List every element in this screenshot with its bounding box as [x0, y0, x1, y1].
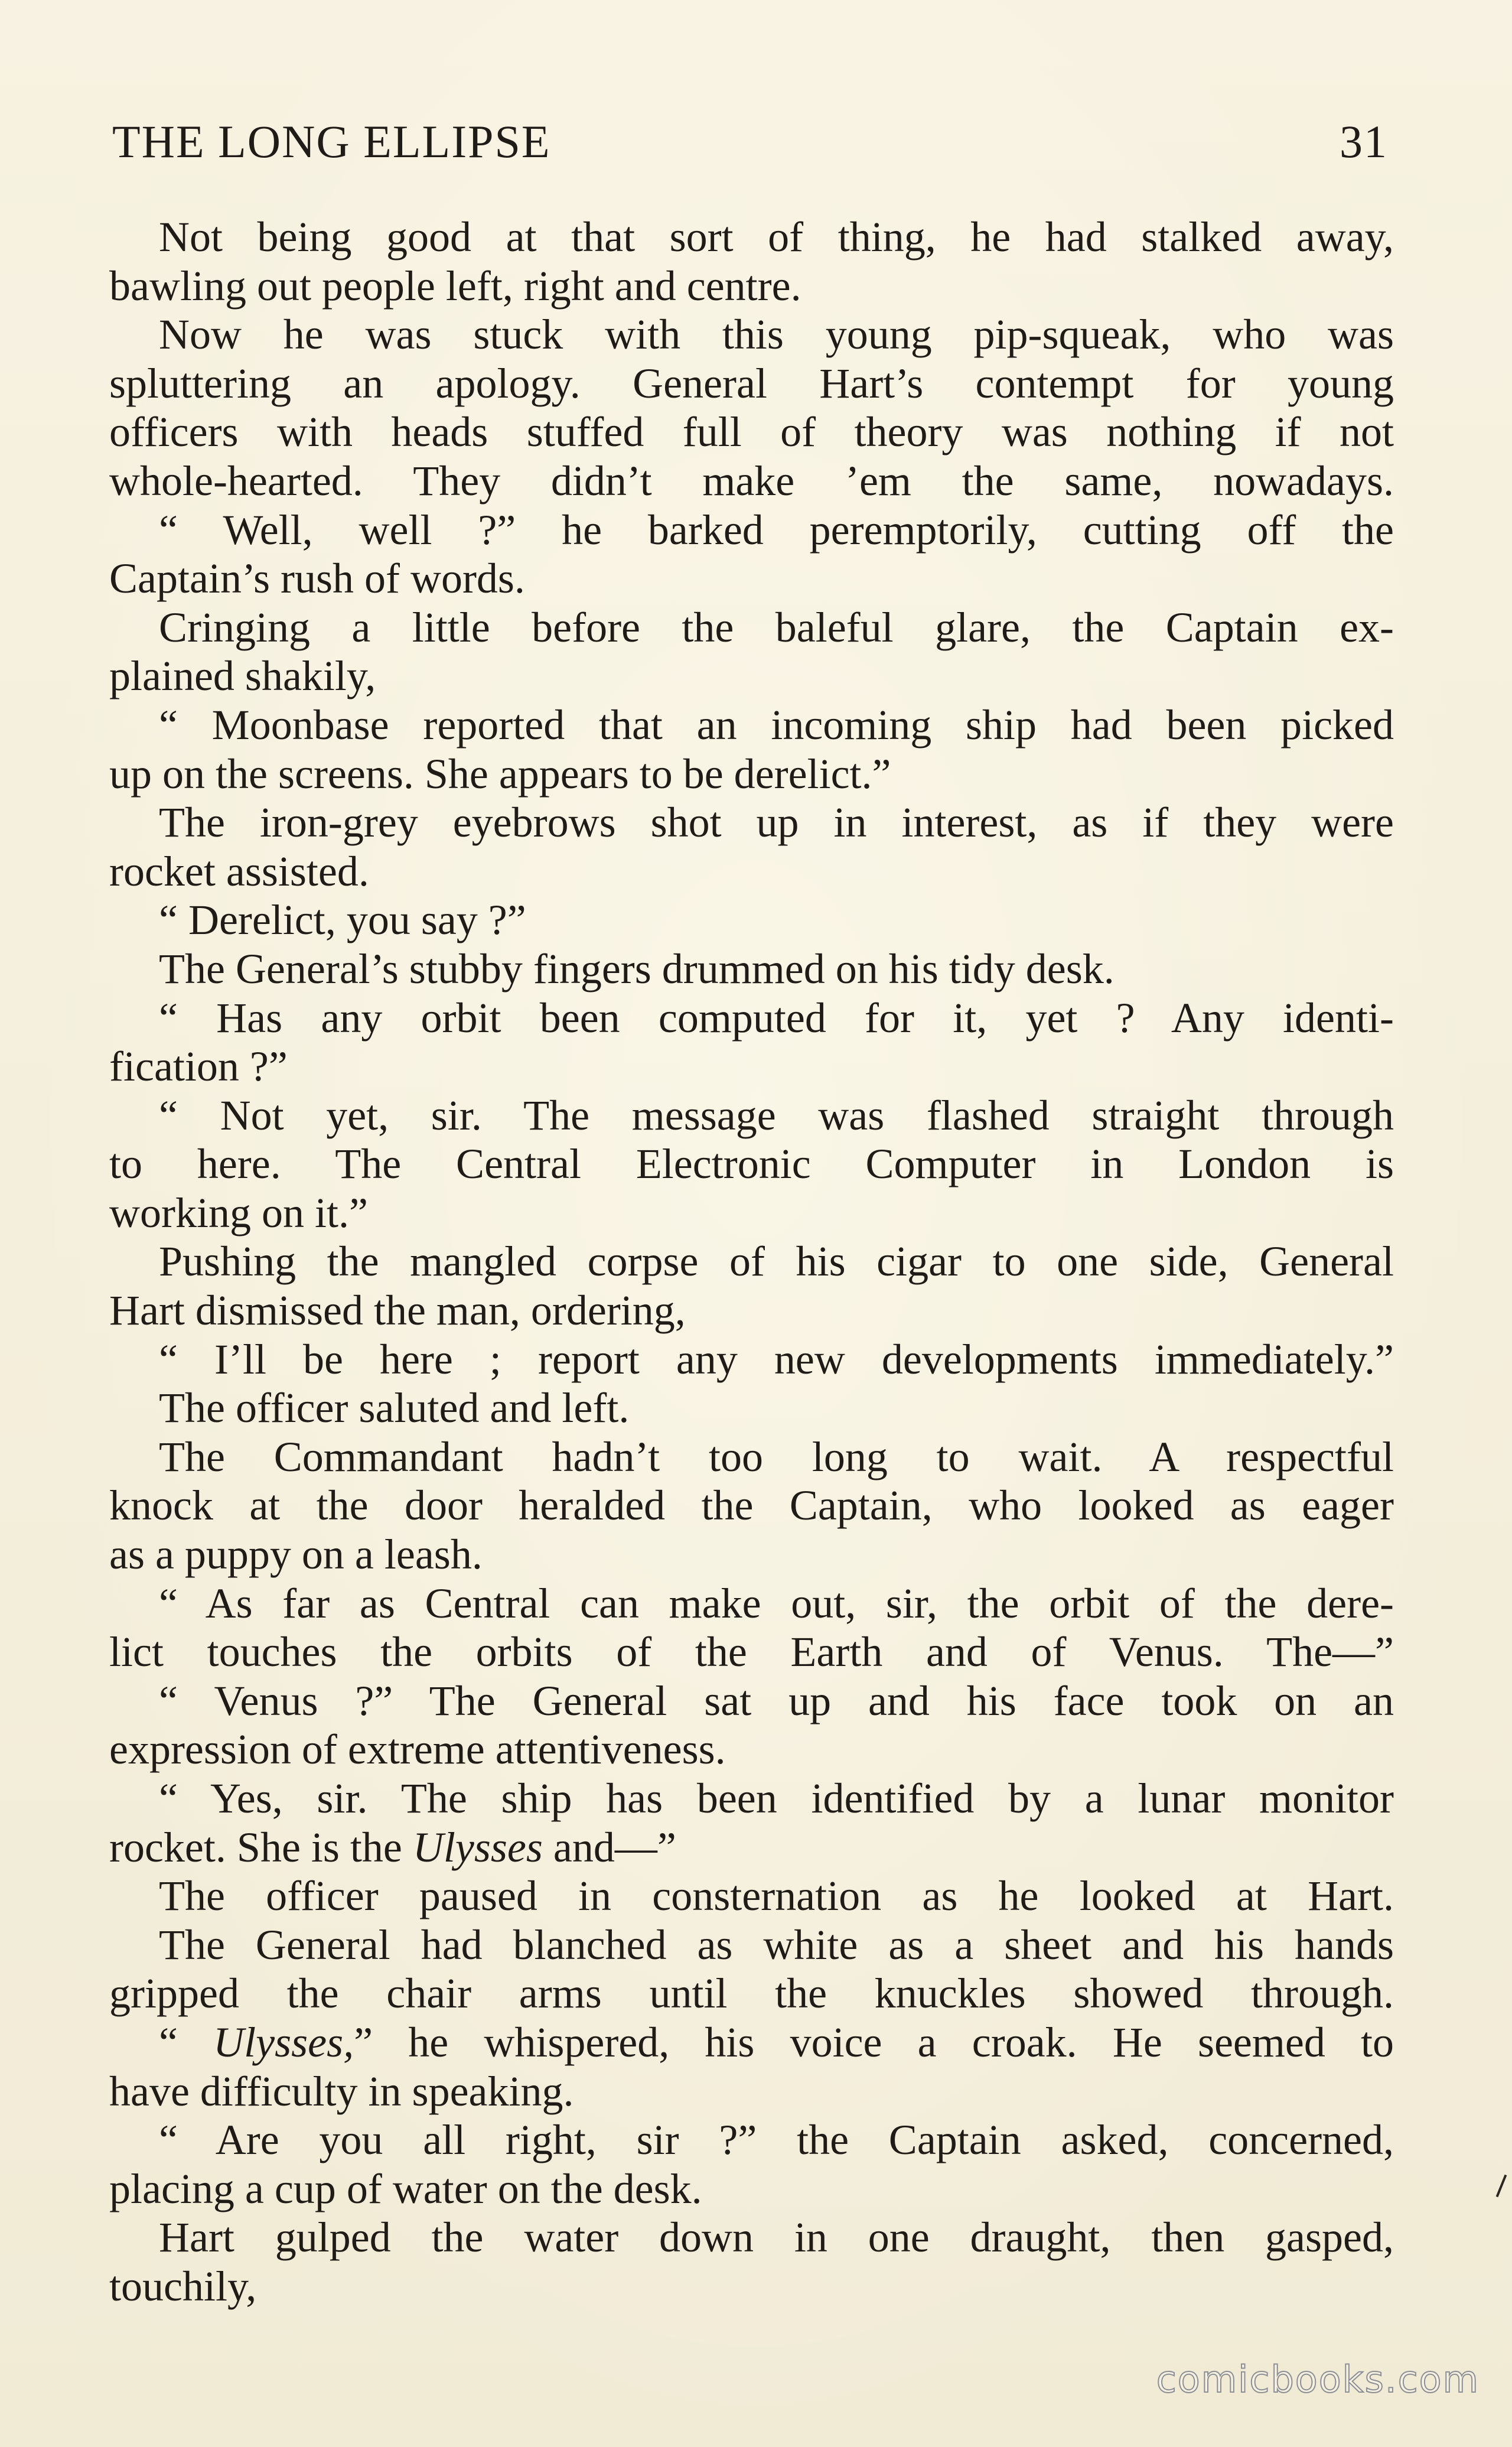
text-line	[109, 701, 1394, 750]
text-line	[109, 310, 1394, 359]
text-line	[109, 1677, 1394, 1726]
text-line	[109, 506, 1394, 555]
text-line	[109, 2116, 1394, 2165]
text-run: “ As far as Central can make out, sir, the orbit of the dere-	[159, 1579, 1394, 1627]
text-line	[109, 1286, 1394, 1335]
text-run: have difficulty in speaking.	[109, 2067, 574, 2115]
text-line	[109, 1530, 1394, 1579]
text-line	[109, 2165, 1394, 2214]
text-run: fication ?”	[109, 1043, 288, 1091]
text-run: “ Not yet, sir. The message was flashed straight through	[159, 1091, 1394, 1139]
text-run: Captain’s rush of words.	[109, 555, 525, 603]
text-line	[109, 1237, 1394, 1286]
italic-run: Ulysses,	[213, 2018, 354, 2066]
text-run: expression of extreme attentiveness.	[109, 1726, 726, 1774]
text-run: placing a cup of water on the desk.	[109, 2165, 702, 2212]
text-run: to here. The Central Electronic Computer in London is	[109, 1140, 1394, 1188]
text-line	[109, 1872, 1394, 1921]
text-line	[109, 847, 1394, 896]
text-run: spluttering an apology. General Hart’s contempt for young	[109, 359, 1394, 407]
text-line	[109, 1774, 1394, 1823]
text-line	[109, 1628, 1394, 1677]
text-run: The officer paused in consternation as he looked at Hart.	[159, 1872, 1394, 1920]
text-run: “ Derelict, you say ?”	[159, 896, 526, 944]
body-text	[109, 213, 1394, 2311]
text-line	[109, 1481, 1394, 1530]
text-line	[109, 896, 1394, 945]
text-run: plained shakily,	[109, 652, 376, 700]
text-line	[109, 359, 1394, 408]
text-run: rocket assisted.	[109, 847, 369, 895]
running-head-title: THE LONG ELLIPSE	[112, 116, 551, 167]
text-line	[109, 1384, 1394, 1433]
text-line	[109, 603, 1394, 652]
text-line	[109, 750, 1394, 799]
text-line	[109, 2067, 1394, 2116]
text-run: up on the screens. She appears to be derelict.”	[109, 750, 891, 798]
text-run: “ I’ll be here ; report any new developments immediately.”	[159, 1335, 1394, 1383]
text-line	[109, 2262, 1394, 2311]
text-run: The General’s stubby fingers drummed on his tidy desk.	[159, 945, 1115, 993]
text-run: working on it.”	[109, 1189, 368, 1236]
text-run: bawling out people left, right and centre.	[109, 262, 801, 310]
text-line	[109, 2213, 1394, 2262]
watermark: comicbooks.com	[1156, 2358, 1480, 2401]
text-line	[109, 652, 1394, 701]
text-run: touchily,	[109, 2262, 257, 2310]
text-line	[109, 1140, 1394, 1189]
text-line	[109, 554, 1394, 603]
text-run: “	[159, 2018, 214, 2066]
text-run: “ Well, well ?” he barked peremptorily, cutting off the	[159, 506, 1394, 554]
text-run: as a puppy on a leash.	[109, 1531, 483, 1579]
text-run: and—”	[542, 1823, 676, 1871]
text-run: officers with heads stuffed full of theory was nothing if not	[109, 408, 1394, 456]
text-line	[109, 1725, 1394, 1774]
text-line	[109, 1579, 1394, 1628]
text-run: knock at the door heralded the Captain, who looked as eager	[109, 1482, 1394, 1530]
text-line	[109, 1189, 1394, 1238]
text-run: rocket. She is the	[109, 1823, 413, 1871]
page-number: 31	[1340, 116, 1388, 167]
running-head	[112, 112, 1388, 171]
text-line	[109, 1969, 1394, 2018]
text-line	[109, 1091, 1394, 1140]
text-run: Hart gulped the water down in one draught, then gasped,	[159, 2214, 1394, 2261]
text-line	[109, 1335, 1394, 1384]
text-line	[109, 262, 1394, 311]
text-line	[109, 213, 1394, 262]
text-line	[109, 1042, 1394, 1091]
text-run: Pushing the mangled corpse of his cigar to one side, General	[159, 1238, 1394, 1286]
text-line	[109, 457, 1394, 506]
text-line	[109, 1823, 1394, 1872]
text-line	[109, 1433, 1394, 1482]
text-run: The General had blanched as white as a sheet and his hands	[159, 1921, 1394, 1968]
text-run: The iron-grey eyebrows shot up in interest, as if they were	[159, 799, 1394, 847]
text-line	[109, 945, 1394, 994]
text-line	[109, 994, 1394, 1043]
text-run: “ Has any orbit been computed for it, yet ? Any identi-	[159, 994, 1394, 1042]
text-run: The officer saluted and left.	[159, 1384, 630, 1432]
text-run: “ Venus ?” The General sat up and his face took on an	[159, 1677, 1394, 1724]
text-run: Now he was stuck with this young pip-squeak, who was	[159, 311, 1394, 359]
text-line	[109, 798, 1394, 847]
text-line	[109, 1921, 1394, 1970]
text-run: gripped the chair arms until the knuckles showed through.	[109, 1970, 1394, 2018]
text-run: Cringing a little before the baleful glare, the Captain ex-	[159, 603, 1394, 651]
text-run: whole-hearted. They didn’t make ’em the same, nowadays.	[109, 457, 1394, 505]
text-run: lict touches the orbits of the Earth and of Venus. The—”	[109, 1628, 1394, 1676]
text-run: Not being good at that sort of thing, he had stalked away,	[159, 213, 1394, 261]
margin-mark	[1496, 2175, 1507, 2198]
text-run: “ Are you all right, sir ?” the Captain asked, concerned,	[159, 2116, 1394, 2164]
text-line	[109, 408, 1394, 457]
text-run: Hart dismissed the man, ordering,	[109, 1287, 686, 1335]
text-run: The Commandant hadn’t too long to wait. A respectful	[159, 1433, 1394, 1480]
text-run: “ Moonbase reported that an incoming ship had been picked	[159, 701, 1394, 749]
italic-run: Ulysses	[412, 1823, 543, 1871]
text-run: “ Yes, sir. The ship has been identified by a lunar monitor	[159, 1775, 1394, 1822]
text-line	[109, 2018, 1394, 2067]
text-run: ” he whispered, his voice a croak. He seemed to	[354, 2018, 1394, 2066]
